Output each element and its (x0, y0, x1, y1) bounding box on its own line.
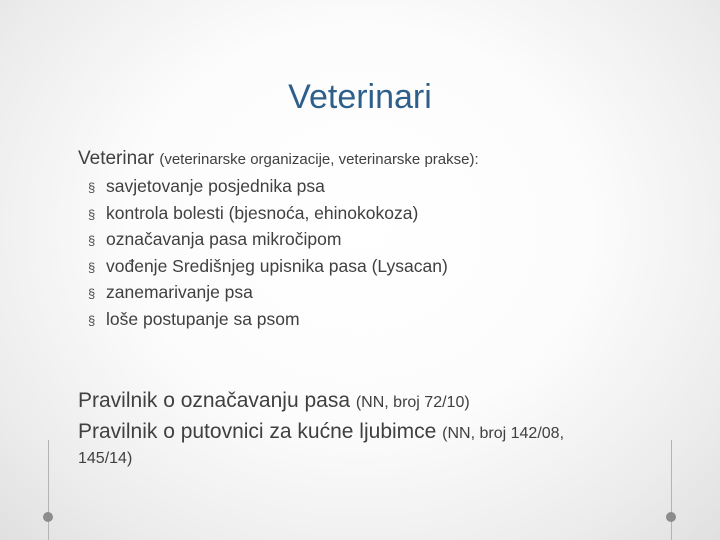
bullet-list (88, 173, 448, 333)
bullet-marker: § (88, 286, 96, 302)
intro-line (78, 148, 479, 170)
intro-main: Veterinar (78, 148, 160, 169)
bullet-text: savjetovanje posjednika psa (106, 176, 325, 196)
list-item (88, 226, 448, 253)
bullet-text: označavanja pasa mikročipom (106, 229, 342, 250)
list-item (88, 173, 448, 200)
list-item (88, 200, 448, 227)
regulation-2-reference-continuation: 145/14) (78, 450, 133, 467)
bullet-marker: § (88, 206, 96, 222)
bullet-text: loše postupanje sa psom (106, 308, 300, 329)
right-decor-dot (666, 512, 676, 522)
regulation-1-title: Pravilnik o označavanju pasa (78, 389, 356, 412)
left-decor-line (48, 440, 49, 540)
regulation-2-title: Pravilnik o putovnici za kućne ljubimce (78, 420, 443, 443)
slide-title: Veterinari (288, 78, 432, 116)
bullet-marker: § (88, 259, 96, 275)
regulation-2-reference: (NN, broj 142/08, (442, 425, 565, 442)
bullet-text: zanemarivanje psa (106, 282, 253, 303)
bullet-text: vođenje Središnjeg upisnika pasa (Lysacan) (106, 255, 448, 276)
bullet-marker: § (88, 233, 96, 249)
list-item (88, 306, 448, 333)
right-decor-line (671, 440, 672, 540)
bullet-marker: § (88, 312, 96, 328)
regulation-1 (78, 389, 470, 413)
regulation-2 (78, 420, 564, 444)
list-item (88, 279, 448, 306)
list-item (88, 253, 448, 280)
intro-detail: (veterinarske organizacije, veterinarske prakse): (159, 151, 479, 168)
bullet-text: kontrola bolesti (bjesnoća, ehinokokoza) (106, 202, 419, 223)
regulation-1-reference: (NN, broj 72/10) (355, 394, 470, 411)
left-decor-dot (43, 512, 53, 522)
bullet-marker: § (88, 180, 96, 195)
